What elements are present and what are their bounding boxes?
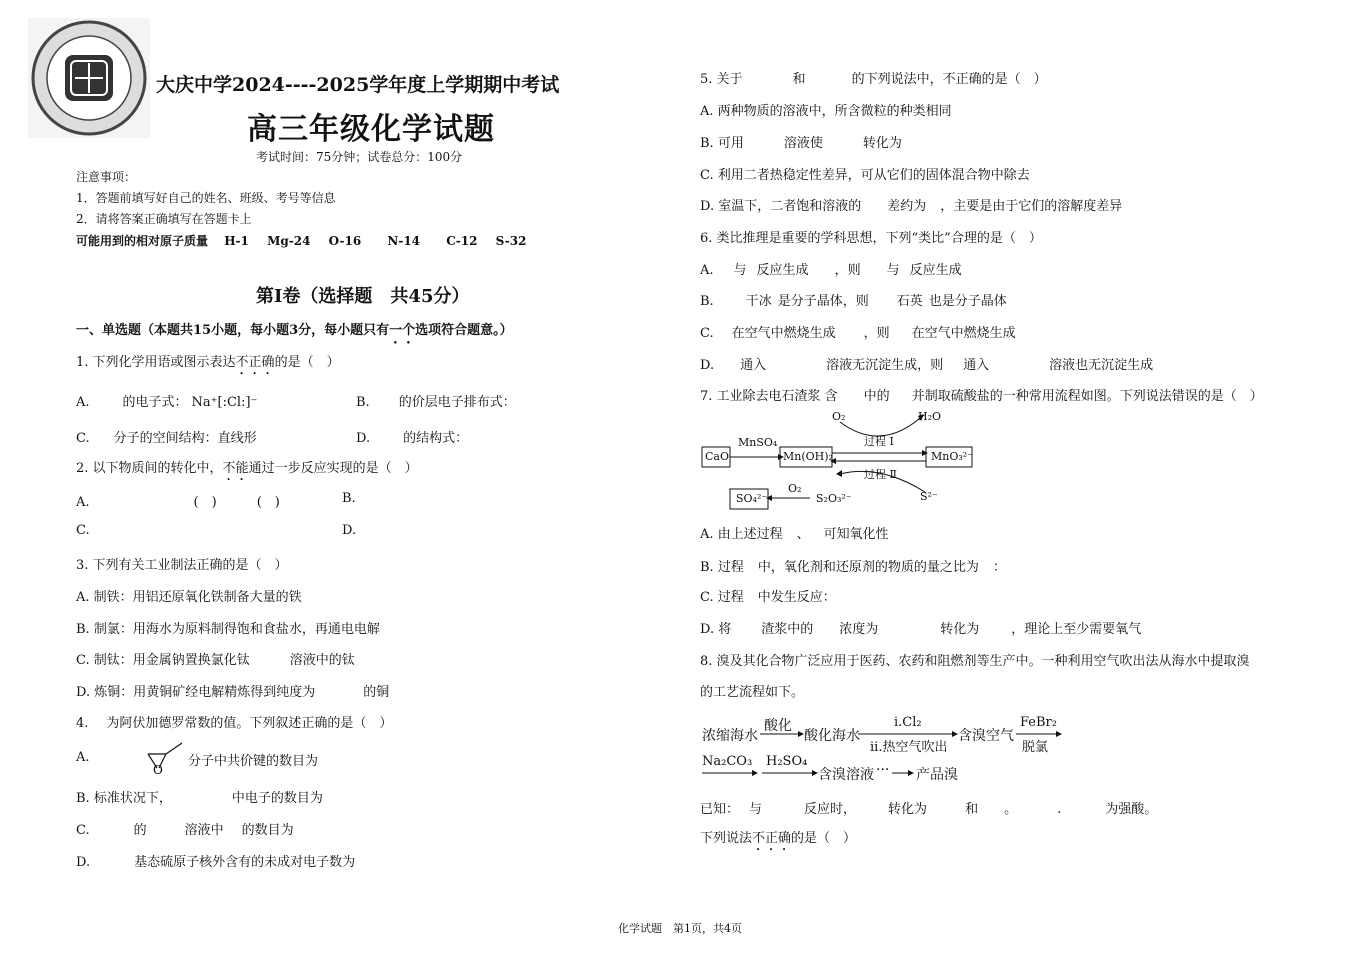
question-2: 2. 以下物质间的转化中，不能通过一步反应实现的是（ ） bbox=[76, 461, 418, 476]
atomic-mass-line bbox=[76, 232, 526, 249]
flow-dots: ··· bbox=[876, 762, 890, 778]
q4-option-b: B. 标准状况下， 中电子的数目为 bbox=[76, 791, 323, 806]
q2-option-d: D. bbox=[342, 523, 357, 538]
q3-option-c: C. 制钛：用金属钠置换氯化钛 溶液中的钛 bbox=[76, 653, 355, 668]
section-title: 第Ⅰ卷（选择题 共45分） bbox=[256, 286, 470, 307]
flow-node-acid-seawater: 酸化海水 bbox=[804, 728, 860, 744]
atomic-mass: N-14 bbox=[387, 234, 421, 248]
q7-option-a: A. 由上述过程 、 可知氧化性 bbox=[700, 527, 889, 542]
question-8-line1: 8. 溴及其化合物广泛应用于医药、农药和阻燃剂等生产中。一种利用空气吹出法从海水中提取溴 bbox=[700, 654, 1250, 669]
svg-text:O: O bbox=[153, 763, 163, 776]
q6-option-d: D. 通入 溶液无沉淀生成，则 通入 溶液也无沉淀生成 bbox=[700, 358, 1154, 373]
flow-arrow-na2co3: Na₂CO₃ bbox=[702, 754, 753, 769]
question-8-line2: 的工艺流程如下。 bbox=[700, 685, 805, 700]
page-footer: 化学试题 第1页，共4页 bbox=[618, 922, 742, 935]
diagram-process-1: 过程 Ⅰ bbox=[864, 435, 894, 448]
q5-option-a: A. 两种物质的溶液中，所含微粒的种类相同 bbox=[700, 104, 952, 119]
question-3: 3. 下列有关工业制法正确的是（ ） bbox=[76, 558, 288, 573]
flow-arrow-febr2: FeBr₂ bbox=[1020, 715, 1057, 730]
notes-heading: 注意事项： bbox=[76, 170, 137, 184]
q3-option-b: B. 制氯：用海水为原料制得饱和食盐水，再通电电解 bbox=[76, 622, 380, 637]
q8-known: 已知： 与 反应时， 转化为 和 。 . 为强酸。 bbox=[700, 802, 1158, 817]
q4-option-c: C. 的 溶液中 的数目为 bbox=[76, 823, 294, 838]
q2-option-b: B. bbox=[342, 491, 356, 506]
flow-node-bromine-air: 含溴空气 bbox=[958, 728, 1014, 744]
question-4: 4. 为阿伏加德罗常数的值。下列叙述正确的是（ ） bbox=[76, 716, 393, 731]
flow-arrow-cl2: i.Cl₂ bbox=[894, 715, 922, 730]
diagram-h2o: H₂O bbox=[918, 410, 942, 423]
q2-option-c: C. bbox=[76, 523, 90, 538]
q8-ask: 下列说法不正确的是（ ） bbox=[700, 831, 857, 846]
diagram-cao: CaO bbox=[705, 450, 729, 463]
atomic-mass: C-12 bbox=[446, 234, 478, 248]
flow-arrow-hot-air: ii.热空气吹出 bbox=[870, 740, 948, 755]
diagram-s2: S²⁻ bbox=[920, 490, 938, 503]
q7-process-diagram bbox=[700, 404, 1000, 514]
q7-option-c: C. 过程 中发生反应： bbox=[700, 590, 836, 605]
part1-heading: 一、单选题（本题共15小题，每小题3分，每小题只有一个选项符合题意。） bbox=[76, 323, 513, 338]
question-5: 5. 关于 和 的下列说法中，不正确的是（ ） bbox=[700, 72, 1047, 87]
exam-info: 考试时间：75分钟；试卷总分：100分 bbox=[256, 150, 463, 164]
q2-option-a: A. ( ) ( ) bbox=[76, 495, 280, 510]
q6-option-b: B. 干冰 是分子晶体，则 石英 也是分子晶体 bbox=[700, 294, 1007, 309]
diagram-o2-bottom: O₂ bbox=[788, 482, 802, 495]
q7-option-d: D. 将 渣浆中的 浓度为 转化为 ，理论上至少需要氧气 bbox=[700, 622, 1142, 637]
school-exam-title: 大庆中学2024----2025学年度上学期期中考试 bbox=[156, 74, 560, 96]
question-7: 7. 工业除去电石渣浆 含 中的 并制取硫酸盐的一种常用流程如图。下列说法错误的是（ ） bbox=[700, 389, 1263, 404]
q4-option-a: A. bbox=[76, 750, 90, 765]
q3-option-a: A. 制铁：用铝还原氧化铁制备大量的铁 bbox=[76, 590, 302, 605]
diagram-mno3: MnO₃²⁻ bbox=[931, 450, 973, 463]
q3-option-d: D. 炼铜：用黄铜矿经电解精炼得到纯度为 的铜 bbox=[76, 685, 390, 700]
diagram-s2o3: S₂O₃²⁻ bbox=[816, 492, 852, 505]
question-1: 1. 下列化学用语或图示表达不正确的是（ ） bbox=[76, 355, 340, 370]
diagram-o2-top: O₂ bbox=[832, 410, 846, 423]
diagram-mnso4: MnSO₄ bbox=[738, 436, 778, 449]
flow-arrow-acidify: 酸化 bbox=[764, 718, 792, 734]
diagram-mnoh2: Mn(OH)₂ bbox=[783, 450, 833, 463]
note-item: 1．答题前填写好自己的姓名、班级、考号等信息 bbox=[76, 191, 336, 205]
q5-option-d: D. 室温下，二者饱和溶液的 差约为 ，主要是由于它们的溶解度差异 bbox=[700, 199, 1123, 214]
atomic-mass-label: 可能用到的相对原子质量 bbox=[76, 234, 209, 248]
q1-option-c: C. 分子的空间结构：直线形 bbox=[76, 431, 257, 446]
atomic-mass: S-32 bbox=[495, 234, 527, 248]
page-title: 高三年级化学试题 bbox=[247, 112, 495, 147]
diagram-process-2: 过程 Ⅱ bbox=[864, 468, 897, 481]
q5-option-b: B. 可用 溶液使 转化为 bbox=[700, 136, 902, 151]
q5-option-c: C. 利用二者热稳定性差异，可从它们的固体混合物中除去 bbox=[700, 168, 1030, 183]
flow-node-concentrated-seawater: 浓缩海水 bbox=[702, 728, 758, 744]
q7-option-b: B. 过程 中，氧化剂和还原剂的物质的量之比为 ： bbox=[700, 560, 1006, 575]
atomic-mass: Mg-24 bbox=[267, 234, 311, 248]
q6-option-c: C. 在空气中燃烧生成 ，则 在空气中燃烧生成 bbox=[700, 326, 1016, 341]
flow-node-product-bromine: 产品溴 bbox=[916, 767, 958, 783]
flow-arrow-dechlorinate: 脱氯 bbox=[1022, 740, 1049, 755]
note-item: 2．请将答案正确填写在答题卡上 bbox=[76, 212, 252, 226]
epoxide-structure-icon bbox=[142, 740, 186, 776]
atomic-mass: H-1 bbox=[224, 234, 249, 248]
flow-node-bromine-solution: 含溴溶液 bbox=[818, 767, 874, 783]
atomic-mass: O-16 bbox=[328, 234, 362, 248]
q8-flow-diagram bbox=[700, 712, 1080, 784]
diagram-so4: SO₄²⁻ bbox=[736, 492, 768, 505]
flow-arrow-h2so4: H₂SO₄ bbox=[766, 754, 808, 769]
q1-option-d: D. 的结构式： bbox=[356, 431, 469, 446]
q1-option-b: B. 的价层电子排布式： bbox=[356, 395, 516, 410]
q6-option-a: A. 与 反应生成 ，则 与 反应生成 bbox=[700, 263, 962, 278]
q4-option-d: D. 基态硫原子核外含有的未成对电子数为 bbox=[76, 855, 356, 870]
question-6: 6. 类比推理是重要的学科思想，下列“类比”合理的是（ ） bbox=[700, 231, 1042, 246]
school-seal-logo bbox=[28, 18, 150, 138]
q1-option-a: A. 的电子式： Na⁺[:Cl:]⁻ bbox=[76, 395, 258, 410]
q4-option-a-text: 分子中共价键的数目为 bbox=[188, 754, 319, 769]
